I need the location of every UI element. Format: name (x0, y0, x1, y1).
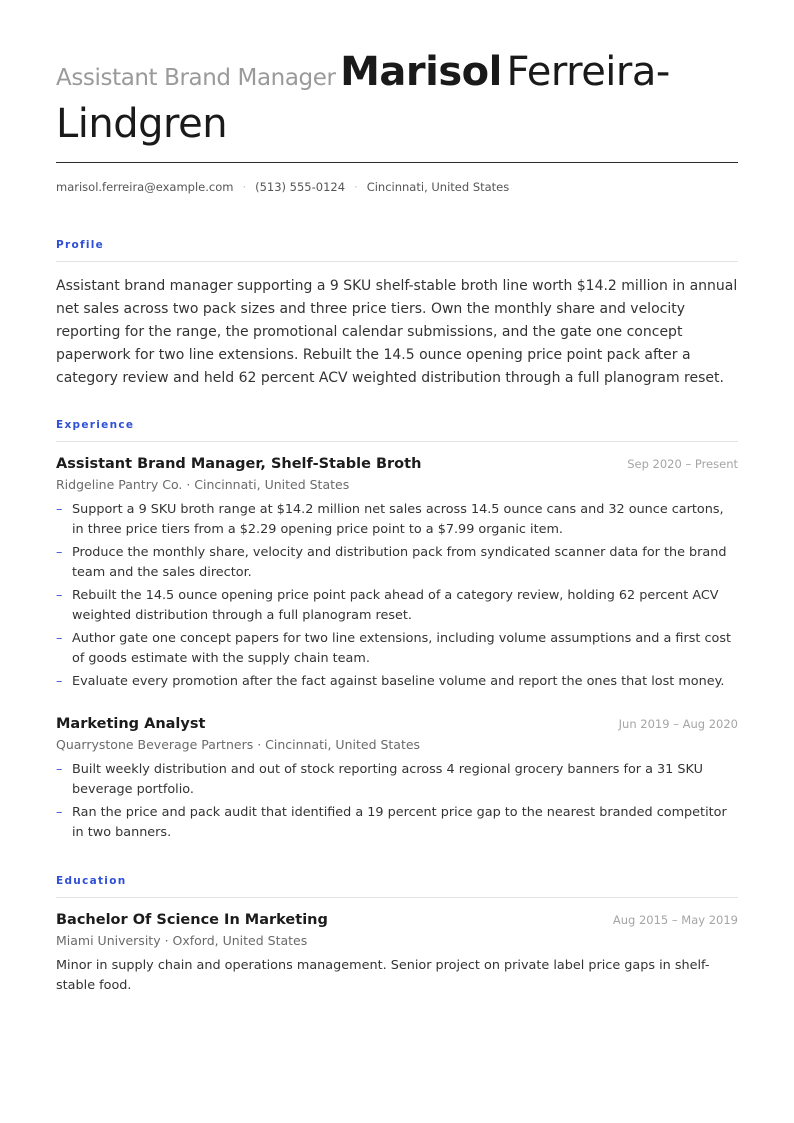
experience-entry (56, 716, 738, 846)
contact-separator: · (354, 180, 358, 194)
bullet-dash-icon: – (56, 762, 63, 777)
bullet-item (56, 629, 738, 668)
section-title-profile: Profile (56, 239, 105, 251)
bullet-dash-icon: – (56, 545, 63, 560)
bullet-text: Rebuilt the 14.5 ounce opening price point pack ahead of a category review, holding 62 percent ACV weighted distribution through a full planogram reset. (72, 588, 719, 623)
bullet-item (56, 672, 738, 692)
profile-summary: Assistant brand manager supporting a 9 SKU shelf-stable broth line worth $14.2 million in annual net sales across two pack sizes and three price tiers. Own the monthly share and velocity reporting for the range, the promotional calendar submissions, and the gate one concept paperwork for two line extensions. Rebuilt the 14.5 ounce opening price point pack after a category review and held 62 percent ACV weighted distribution through a full planogram reset. (56, 278, 738, 386)
entry-header (56, 716, 738, 732)
education-dates: Aug 2015 – May 2019 (612, 913, 738, 927)
section-title-education: Education (56, 875, 127, 887)
bullet-text: Produce the monthly share, velocity and distribution pack from syndicated scanner data for the brand team and the sales director. (72, 545, 727, 580)
job-organization: Ridgeline Pantry Co. · Cincinnati, United States (56, 477, 350, 492)
bullet-dash-icon: – (56, 631, 63, 646)
job-dates: Jun 2019 – Aug 2020 (618, 717, 738, 731)
contact-location: Cincinnati, United States (366, 180, 510, 194)
bullet-item (56, 500, 738, 539)
bullet-dash-icon: – (56, 805, 63, 820)
education-description: Minor in supply chain and operations management. Senior project on private label price gaps in shelf-stable food. (56, 958, 710, 993)
job-dates: Sep 2020 – Present (627, 457, 738, 471)
section-title-experience: Experience (56, 419, 135, 431)
header-divider (56, 162, 738, 163)
job-title: Marketing Analyst (56, 716, 206, 732)
contact-email[interactable]: marisol.ferreira@example.com (56, 180, 234, 194)
role-title: Assistant Brand Manager (56, 65, 336, 91)
entry-header (56, 456, 738, 472)
contact-separator: · (242, 180, 247, 194)
job-title: Assistant Brand Manager, Shelf-Stable Broth (56, 456, 422, 472)
degree-title: Bachelor Of Science In Marketing (56, 912, 328, 928)
job-bullets (56, 500, 738, 692)
last-name: Ferreira-Lindgren (56, 49, 670, 147)
bullet-text: Support a 9 SKU broth range at $14.2 million net sales across 14.5 ounce cans and 32 ounce cartons, in three price tiers from a $2.29 opening price point to a $7.99 organic item. (72, 502, 724, 537)
education-entry (56, 912, 738, 996)
contact-phone[interactable]: (513) 555-0124 (255, 180, 346, 194)
bullet-text: Author gate one concept papers for two line extensions, including volume assumptions and a first cost of goods estimate with the supply chain team. (72, 631, 732, 666)
experience-entry (56, 456, 738, 696)
bullet-item (56, 543, 738, 582)
bullet-dash-icon: – (56, 502, 63, 517)
bullet-text: Ran the price and pack audit that identified a 19 percent price gap to the nearest branded competitor in two banners. (72, 805, 727, 840)
bullet-dash-icon: – (56, 674, 63, 689)
section-divider (56, 441, 738, 442)
bullet-text: Built weekly distribution and out of stock reporting across 4 regional grocery banners for a 31 SKU beverage portfolio. (72, 762, 703, 797)
bullet-item (56, 586, 738, 625)
job-bullets (56, 760, 738, 842)
resume-header (56, 50, 738, 154)
first-name: Marisol (340, 49, 502, 95)
section-divider (56, 261, 738, 262)
entry-header (56, 912, 738, 928)
section-divider (56, 897, 738, 898)
bullet-item (56, 760, 738, 799)
contact-line (56, 180, 509, 194)
name-block (56, 50, 738, 154)
job-organization: Quarrystone Beverage Partners · Cincinnati, United States (56, 737, 421, 752)
school-name: Miami University · Oxford, United States (56, 933, 308, 948)
bullet-dash-icon: – (56, 588, 63, 603)
bullet-text: Evaluate every promotion after the fact against baseline volume and report the ones that lost money. (72, 674, 725, 689)
bullet-item (56, 803, 738, 842)
